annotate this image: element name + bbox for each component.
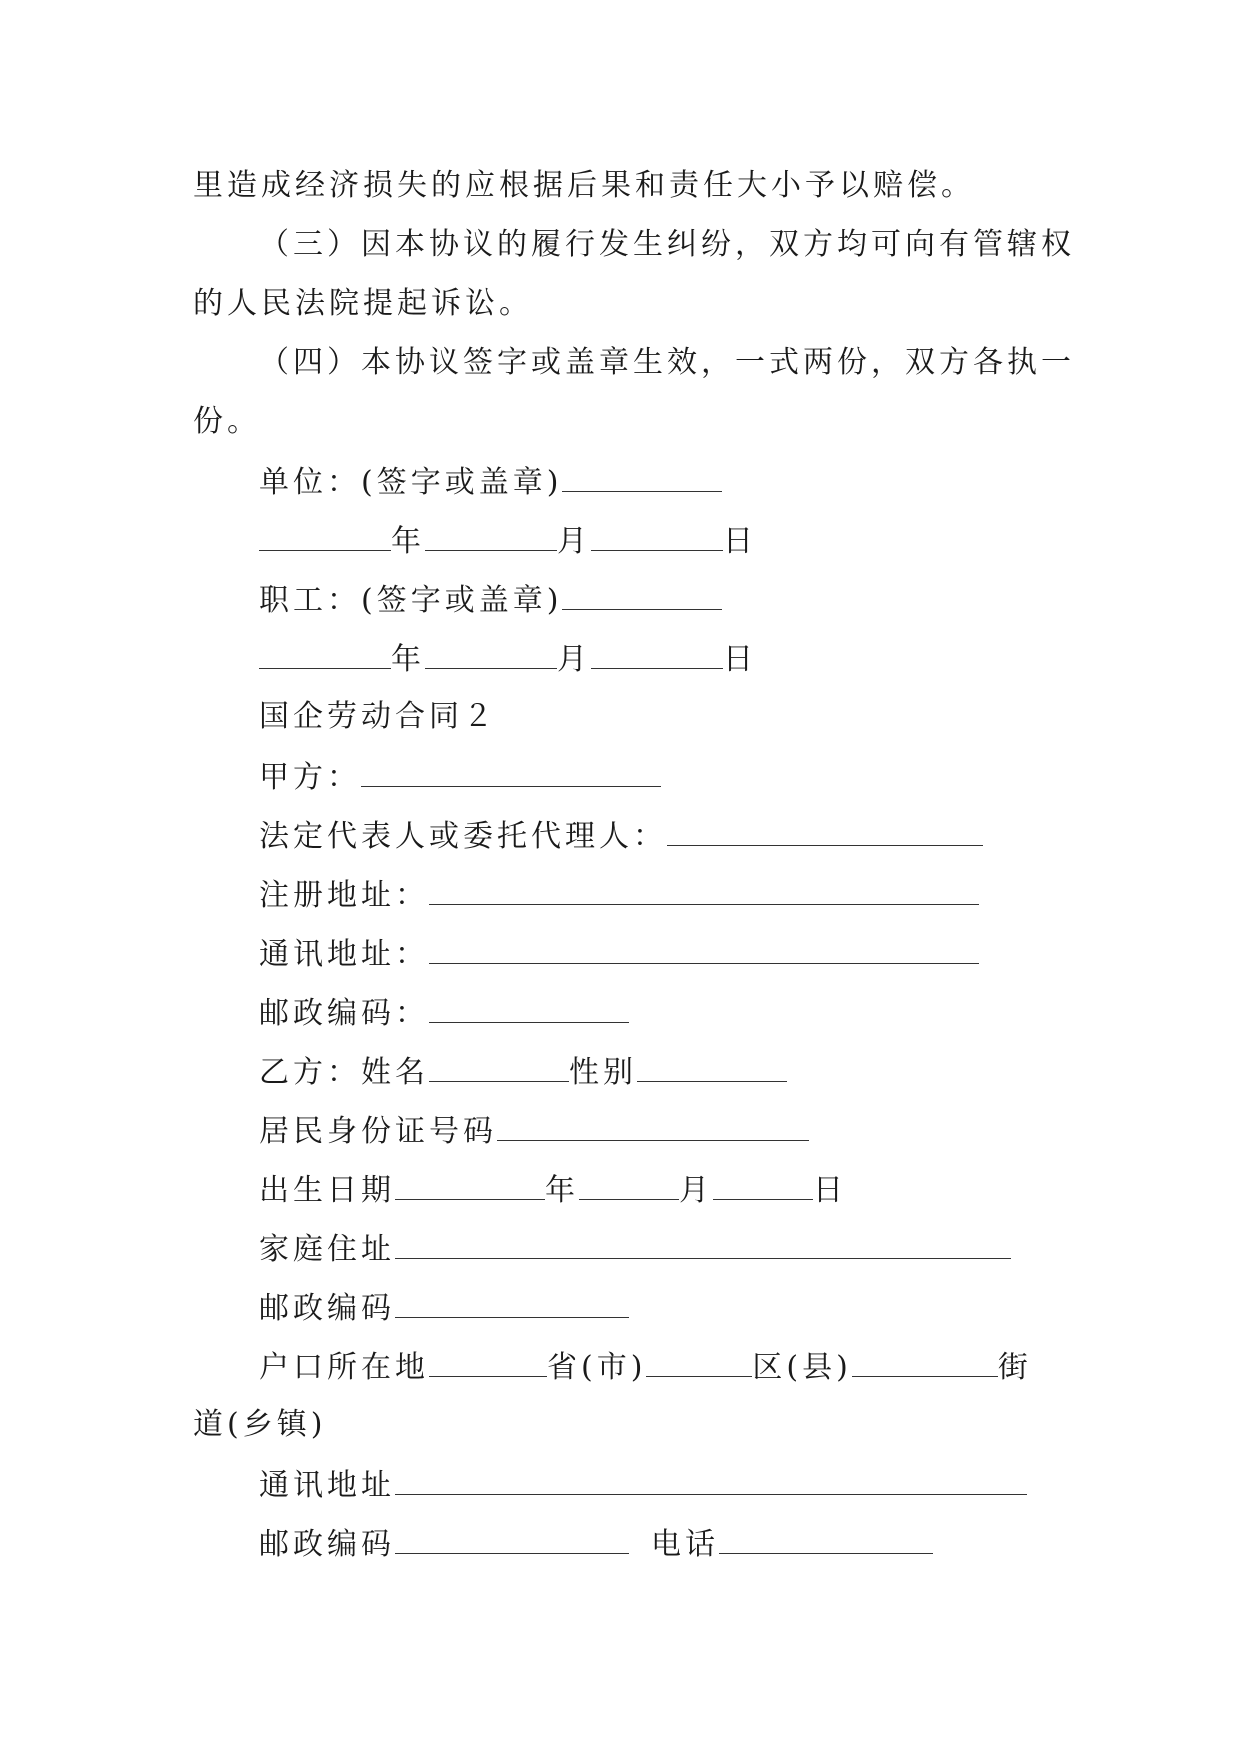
mail-address-b-label: 通讯地址	[259, 1468, 395, 1503]
district-label: 区(县)	[752, 1350, 852, 1385]
unit-date-line	[259, 520, 757, 562]
day-blank[interactable]	[591, 520, 723, 551]
legal-rep-blank[interactable]	[667, 815, 983, 846]
township-line: 道(乡镇)	[193, 1407, 327, 1442]
month-blank[interactable]	[425, 520, 557, 551]
id-number-line	[259, 1110, 809, 1152]
birth-day-blank[interactable]	[713, 1169, 813, 1200]
gender-label: 性别	[569, 1055, 637, 1090]
hukou-line	[259, 1346, 1032, 1388]
mail-address-blank[interactable]	[429, 933, 979, 964]
province-blank[interactable]	[429, 1346, 547, 1377]
year-blank[interactable]	[259, 520, 391, 551]
year-label: 年	[391, 524, 425, 559]
party-b-name-label: 乙方：姓名	[259, 1055, 429, 1090]
year-label: 年	[391, 642, 425, 677]
staff-signature-blank[interactable]	[562, 579, 722, 610]
legal-rep-line	[259, 815, 983, 857]
year-blank[interactable]	[259, 638, 391, 669]
legal-rep-label: 法定代表人或委托代理人：	[259, 819, 667, 854]
staff-date-line	[259, 638, 757, 680]
phone-blank[interactable]	[719, 1523, 933, 1554]
mail-address-b-line	[259, 1464, 1027, 1506]
day-label: 日	[813, 1173, 847, 1208]
district-blank[interactable]	[646, 1346, 752, 1377]
postcode-label: 邮政编码：	[259, 996, 429, 1031]
day-blank[interactable]	[591, 638, 723, 669]
birth-date-label: 出生日期	[259, 1173, 395, 1208]
street-label: 街	[997, 1350, 1032, 1385]
birth-month-blank[interactable]	[579, 1169, 679, 1200]
home-address-line	[259, 1228, 1011, 1270]
province-label: 省(市)	[547, 1350, 647, 1385]
party-a-blank[interactable]	[361, 756, 661, 787]
birth-year-blank[interactable]	[395, 1169, 545, 1200]
staff-signature-line	[259, 579, 722, 621]
hukou-label: 户口所在地	[259, 1350, 429, 1385]
postcode-phone-line	[259, 1523, 933, 1565]
party-b-name-blank[interactable]	[429, 1051, 569, 1082]
gender-blank[interactable]	[637, 1051, 787, 1082]
month-label: 月	[679, 1173, 713, 1208]
postcode-b-line	[259, 1287, 629, 1329]
postcode-b-label: 邮政编码	[259, 1291, 395, 1326]
month-blank[interactable]	[425, 638, 557, 669]
month-label: 月	[557, 524, 591, 559]
home-address-label: 家庭住址	[259, 1232, 395, 1267]
unit-signature-line	[259, 461, 722, 503]
mail-address-line	[259, 933, 979, 975]
staff-signature-label: 职工：(签字或盖章)	[259, 583, 563, 618]
unit-signature-blank[interactable]	[562, 461, 722, 492]
phone-label: 电话	[651, 1527, 719, 1562]
clause-three: （三）因本协议的履行发生纠纷，双方均可向有管辖权	[259, 227, 1075, 262]
reg-address-blank[interactable]	[429, 874, 979, 905]
party-b-line	[259, 1051, 787, 1093]
day-label: 日	[723, 524, 757, 559]
paragraph-line: 的人民法院提起诉讼。	[193, 286, 533, 321]
day-label: 日	[723, 642, 757, 677]
postcode-b-blank[interactable]	[395, 1287, 629, 1318]
paragraph-line: 里造成经济损失的应根据后果和责任大小予以赔偿。	[193, 168, 975, 203]
mail-address-b-blank[interactable]	[395, 1464, 1027, 1495]
postcode-blank[interactable]	[429, 992, 629, 1023]
unit-signature-label: 单位：(签字或盖章)	[259, 465, 563, 500]
month-label: 月	[557, 642, 591, 677]
postcode-line	[259, 992, 629, 1034]
party-a-line	[259, 756, 661, 798]
year-label: 年	[545, 1173, 579, 1208]
reg-address-label: 注册地址：	[259, 878, 429, 913]
contract-title: 国企劳动合同２	[259, 699, 497, 734]
id-number-blank[interactable]	[497, 1110, 809, 1141]
birth-date-line	[259, 1169, 847, 1211]
home-address-blank[interactable]	[395, 1228, 1011, 1259]
clause-four: （四）本协议签字或盖章生效，一式两份，双方各执一	[259, 345, 1075, 380]
paragraph-line: 份。	[193, 404, 261, 439]
postcode-c-label: 邮政编码	[259, 1527, 395, 1562]
party-a-label: 甲方：	[259, 760, 361, 795]
mail-address-label: 通讯地址：	[259, 937, 429, 972]
reg-address-line	[259, 874, 979, 916]
street-blank[interactable]	[852, 1346, 998, 1377]
postcode-c-blank[interactable]	[395, 1523, 629, 1554]
id-number-label: 居民身份证号码	[259, 1114, 497, 1149]
